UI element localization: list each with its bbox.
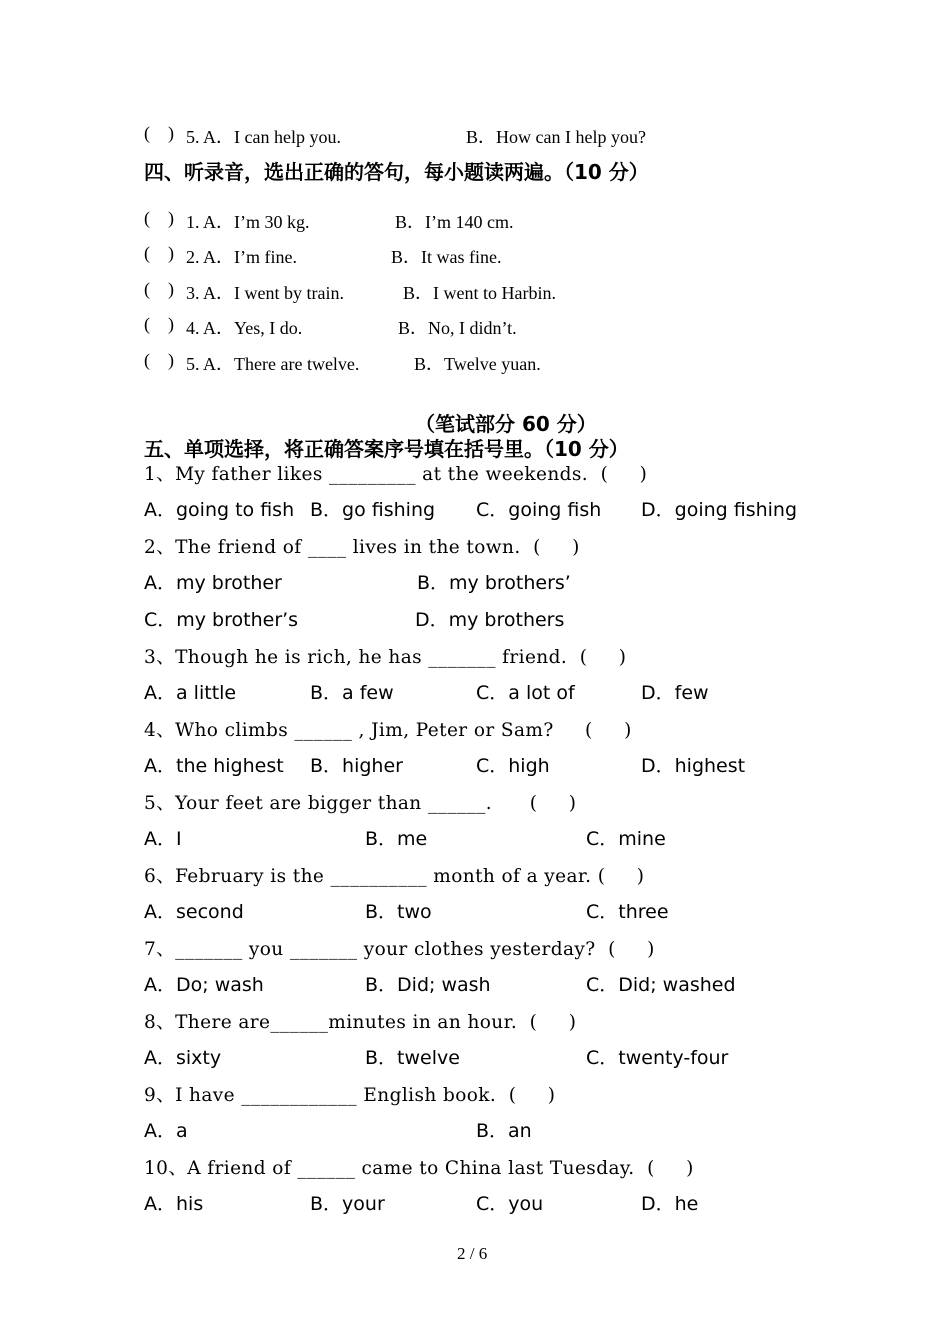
written-part-title: （笔试部分 60 分） — [415, 412, 597, 436]
question-10-option-d[interactable]: D．he — [641, 1193, 699, 1215]
option-a: 3. A．I went by train. — [186, 283, 344, 303]
option-a: 1. A．I’m 30 kg. — [186, 212, 310, 232]
question-9: 9、I have ____________ English book. ( ) — [144, 1085, 556, 1106]
question-8: 8、There are______minutes in an hour. ( ) — [144, 1012, 577, 1033]
question-7-option-c[interactable]: C．Did; washed — [586, 974, 736, 996]
question-10: 10、A friend of ______ came to China last Tuesday. ( ) — [144, 1158, 694, 1179]
option-a: 5. A．There are twelve. — [186, 354, 360, 374]
question-10-option-c[interactable]: C．you — [476, 1193, 544, 1215]
question-3-option-c[interactable]: C．a lot of — [476, 682, 575, 704]
question-1-option-d[interactable]: D．going fishing — [641, 499, 798, 521]
question-1-option-b[interactable]: B．go fishing — [310, 499, 436, 521]
question-3-option-b[interactable]: B．a few — [310, 682, 394, 704]
question-7-option-b[interactable]: B．Did; wash — [365, 974, 491, 996]
question-1-option-c[interactable]: C．going fish — [476, 499, 602, 521]
listening-item-paren[interactable]: ( ) — [144, 123, 174, 143]
question-3-option-a[interactable]: A．a little — [144, 682, 237, 704]
question-6: 6、February is the __________ month of a year. ( ) — [144, 866, 645, 887]
question-8-option-b[interactable]: B．twelve — [365, 1047, 460, 1069]
answer-paren[interactable]: ( ) — [144, 279, 174, 299]
question-9-option-a[interactable]: A．a — [144, 1120, 188, 1142]
question-2-option-a[interactable]: A．my brother — [144, 572, 282, 594]
question-10-option-b[interactable]: B．your — [310, 1193, 385, 1215]
question-5-option-c[interactable]: C．mine — [586, 828, 666, 850]
question-2-option-b[interactable]: B．my brothers’ — [417, 572, 571, 594]
answer-paren[interactable]: ( ) — [144, 243, 174, 263]
section-4-heading: 四、听录音，选出正确的答句，每小题读两遍。（10 分） — [144, 160, 649, 184]
question-6-option-a[interactable]: A．second — [144, 901, 244, 923]
answer-paren[interactable]: ( ) — [144, 208, 174, 228]
question-4-option-b[interactable]: B．higher — [310, 755, 403, 777]
listening-item-option-a: 5. A．I can help you. — [186, 127, 341, 147]
option-b: B．I went to Harbin. — [403, 283, 556, 303]
question-7: 7、_______ you _______ your clothes yesterday? ( ) — [144, 939, 655, 960]
option-b: B．Twelve yuan. — [414, 354, 541, 374]
option-a: 2. A．I’m fine. — [186, 247, 297, 267]
section-5-heading: 五、单项选择，将正确答案序号填在括号里。（10 分） — [144, 437, 629, 461]
question-4: 4、Who climbs ______ , Jim, Peter or Sam? ( ) — [144, 720, 632, 741]
question-8-option-a[interactable]: A．sixty — [144, 1047, 222, 1069]
question-9-option-b[interactable]: B．an — [476, 1120, 532, 1142]
question-1-option-a[interactable]: A．going to fish — [144, 499, 295, 521]
question-5-option-b[interactable]: B．me — [365, 828, 428, 850]
question-4-option-d[interactable]: D．highest — [641, 755, 746, 777]
question-4-option-c[interactable]: C．high — [476, 755, 550, 777]
option-b: B．No, I didn’t. — [398, 318, 517, 338]
question-2-option-c[interactable]: C．my brother’s — [144, 609, 299, 631]
question-1: 1、My father likes _________ at the weekends. ( ) — [144, 464, 648, 485]
question-2: 2、The friend of ____ lives in the town. ( ) — [144, 537, 580, 558]
question-4-option-a[interactable]: A．the highest — [144, 755, 284, 777]
answer-paren[interactable]: ( ) — [144, 350, 174, 370]
question-3-option-d[interactable]: D．few — [641, 682, 709, 704]
option-a: 4. A．Yes, I do. — [186, 318, 303, 338]
option-b: B．It was fine. — [391, 247, 502, 267]
question-6-option-b[interactable]: B．two — [365, 901, 432, 923]
question-5: 5、Your feet are bigger than ______. ( ) — [144, 793, 577, 814]
question-7-option-a[interactable]: A．Do; wash — [144, 974, 264, 996]
page-number: 2 / 6 — [457, 1244, 488, 1263]
question-3: 3、Though he is rich, he has _______ friend. ( ) — [144, 647, 627, 668]
question-5-option-a[interactable]: A．I — [144, 828, 182, 850]
listening-item-option-b: B．How can I help you? — [466, 127, 646, 147]
question-2-option-d[interactable]: D．my brothers — [415, 609, 565, 631]
question-8-option-c[interactable]: C．twenty-four — [586, 1047, 729, 1069]
question-6-option-c[interactable]: C．three — [586, 901, 669, 923]
option-b: B．I’m 140 cm. — [395, 212, 514, 232]
answer-paren[interactable]: ( ) — [144, 314, 174, 334]
question-10-option-a[interactable]: A．his — [144, 1193, 204, 1215]
